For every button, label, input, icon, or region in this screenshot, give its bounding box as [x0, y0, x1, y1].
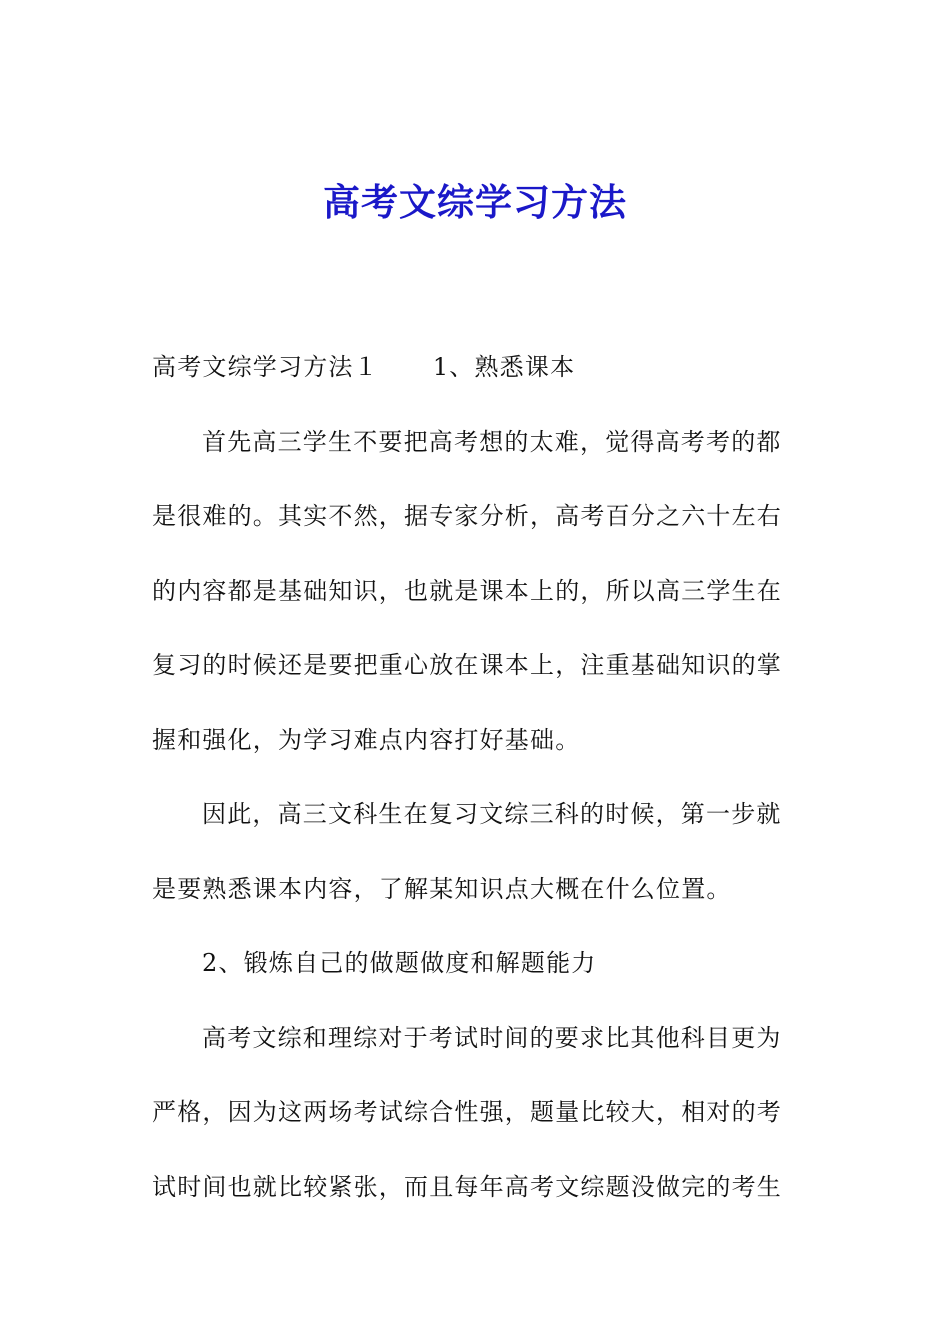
paragraph-line: 复习的时候还是要把重心放在课本上，注重基础知识的掌: [152, 651, 782, 679]
paragraph-line: 握和强化，为学习难点内容打好基础。: [152, 725, 581, 754]
paragraph-line: 试时间也就比较紧张，而且每年高考文综题没做完的考生: [152, 1172, 782, 1201]
paragraph-line: 严格，因为这两场考试综合性强，题量比较大，相对的考: [152, 1098, 782, 1126]
paragraph-2: [152, 777, 792, 926]
paragraph-3: [152, 926, 792, 1001]
subsection-heading-2: 2、锻炼自己的做题做度和解题能力: [202, 949, 597, 977]
paragraph-4: [152, 1001, 792, 1225]
document-title: 高考文综学习方法: [323, 180, 627, 224]
paragraph-1: [152, 405, 792, 778]
paragraph-line: 高考文综和理综对于考试时间的要求比其他科目更为: [202, 1023, 782, 1052]
paragraph-line: 是很难的。其实不然，据专家分析，高考百分之六十左右: [152, 502, 782, 530]
document-body: [152, 330, 792, 1224]
paragraph-line: 的内容都是基础知识，也就是课本上的，所以高三学生在: [152, 576, 782, 605]
subsection-heading: 1、熟悉课本: [432, 353, 576, 381]
heading-line: [152, 330, 792, 405]
section-heading: 高考文综学习方法１: [152, 353, 379, 381]
paragraph-line: 是要熟悉课本内容，了解某知识点大概在什么位置。: [152, 874, 732, 903]
paragraph-line: 因此，高三文科生在复习文综三科的时候，第一步就: [202, 800, 782, 828]
paragraph-line: 首先高三学生不要把高考想的太难，觉得高考考的都: [202, 427, 782, 456]
